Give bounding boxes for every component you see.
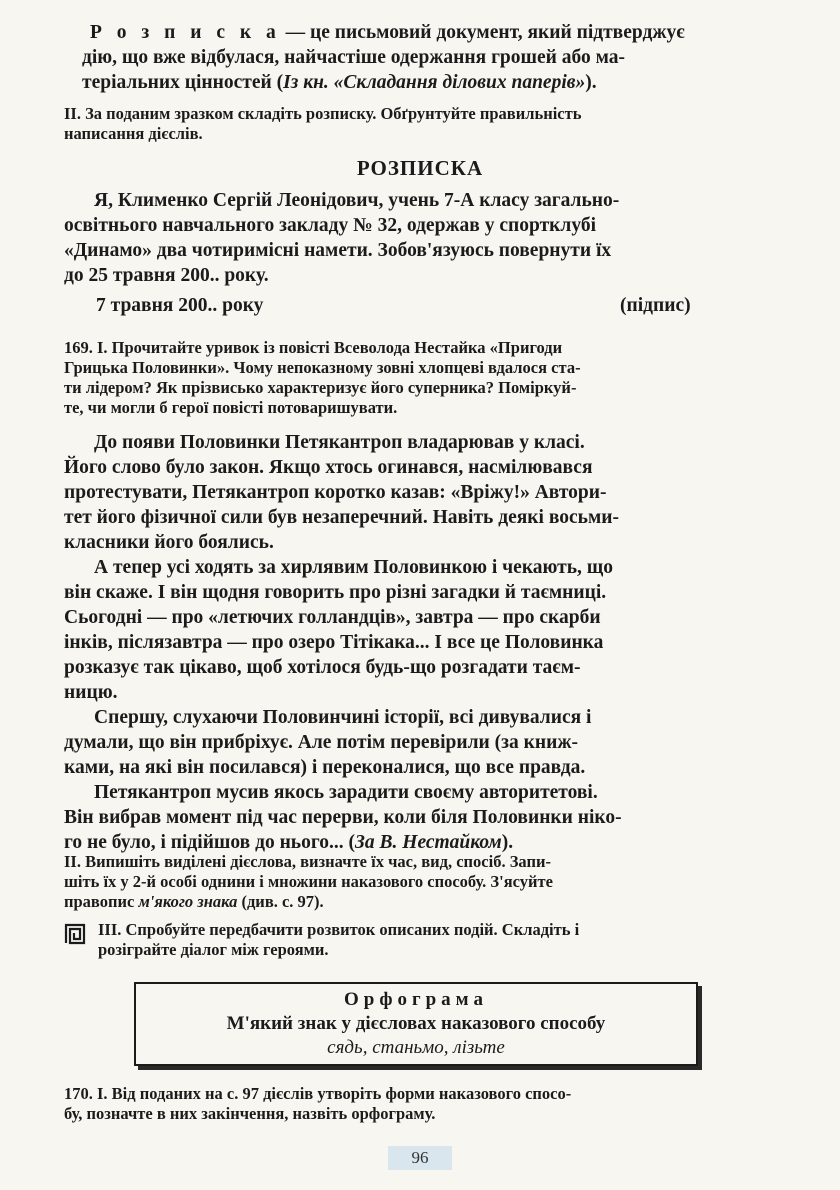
exercise-170-line-1: І. Від поданих на с. 97 дієслів утворіть форми наказового спосо- xyxy=(92,1084,572,1103)
story-p2-line-1: А тепер усі ходять за хирлявим Половинкою і чекають, що xyxy=(94,557,614,578)
exercise-number-170: 170. xyxy=(64,1084,93,1103)
highlighted-verb-1: боялись xyxy=(198,532,269,553)
exercise-169-task-iii xyxy=(98,920,774,960)
exercise-169-line-1: І. Прочитайте уривок із повісті Всеволода Нестайка «Пригоди xyxy=(92,338,563,357)
orthogram-box xyxy=(134,982,698,1066)
highlighted-verb-5: підійшов xyxy=(170,832,251,853)
story-p4-line-2: Він вибрав момент під час перерви, коли біля Половинки ніко- xyxy=(64,807,622,828)
task-169-iii-line-2: розіграйте діалог між героями. xyxy=(98,940,329,959)
story-p4-line-3: го не було, і підійшов до нього... (За В. Нестайком). xyxy=(64,832,514,853)
definition-line-3: теріальних цінностей (Із кн. «Складання ділових паперів»). xyxy=(82,72,597,93)
meander-icon xyxy=(64,923,86,945)
exercise-169-line-4: те, чи могли б герої повісті потоваришувати. xyxy=(64,398,398,417)
task-169-ii-line-3: правопис м'якого знака (див. с. 97). xyxy=(64,892,324,911)
story-p3-line-3: ками, на які він посилався) і переконалися, що все правда. xyxy=(64,757,586,778)
exercise-169-task xyxy=(64,338,774,418)
exercise-169-task-ii xyxy=(64,852,774,912)
story-p2-line-2: він скаже. І він щодня говорить про різні загадки й таємниці. xyxy=(64,582,607,603)
story-p3-line-2: думали, що він прибріхує. Але потім перевірили (за книж- xyxy=(64,732,578,753)
story-excerpt xyxy=(64,430,774,855)
definition-term: Р о з п и с к а xyxy=(90,22,281,43)
exercise-169-line-3: ти лідером? Як прізвисько характеризує його суперника? Поміркуй- xyxy=(64,378,577,397)
task-ii-line-2: написання дієслів. xyxy=(64,124,203,143)
exercise-number-169: 169. xyxy=(64,338,93,357)
orthogram-examples: сядь, станьмо, лізьте xyxy=(327,1037,505,1058)
story-p3-line-1: Спершу, слухаючи Половинчині історії, всі дивувалися і xyxy=(94,707,592,728)
story-p2-line-6: ницю. xyxy=(64,682,118,703)
exercise-170-task xyxy=(64,1084,774,1124)
story-p2-line-4: інків, післязавтра — про озеро Тітікака... І все це Половинка xyxy=(64,632,604,653)
receipt-body xyxy=(64,188,774,288)
definition-paragraph xyxy=(82,20,774,95)
receipt-line-2: освітнього навчального закладу № 32, одержав у спортклубі xyxy=(64,215,596,236)
task-ii xyxy=(64,104,774,144)
receipt-date: 7 травня 200.. року xyxy=(96,295,264,316)
story-p1-line-2: Його слово було закон. Якщо хтось огинався, насмілювався xyxy=(64,457,593,478)
story-p1-line-4: тет його фізичної сили був незаперечний. Навіть деякі восьми- xyxy=(64,507,619,528)
task-169-ii-line-1: II. Випишіть виділені дієслова, визначте їх час, вид, спосіб. Запи- xyxy=(64,852,551,871)
orthogram-heading: Орфограма xyxy=(344,989,488,1010)
story-source: За В. Нестайком xyxy=(354,832,502,853)
highlighted-verb-4: зарадити xyxy=(329,782,410,803)
soft-sign-term: м'якого знака xyxy=(138,892,238,911)
highlighted-verb-2: ходять xyxy=(194,557,254,578)
story-p4-line-1: Петякантроп мусив якось зарадити своєму авторитетові. xyxy=(94,782,598,803)
orthogram-rule: М'який знак у дієсловах наказового способу xyxy=(226,1013,606,1034)
receipt-title: РОЗПИСКА xyxy=(356,156,484,180)
story-p2-line-3: Сьогодні — про «летючих голландців», завтра — про скарби xyxy=(64,607,601,628)
receipt-line-3: «Динамо» два чотиримісні намети. Зобов'язуюсь повернути їх xyxy=(64,240,612,261)
receipt-signature: (підпис) xyxy=(620,295,691,316)
receipt-line-1: Я, Клименко Сергій Леонідович, учень 7-А класу загально- xyxy=(94,190,620,211)
receipt-line-4: до 25 травня 200.. року. xyxy=(64,265,269,286)
task-169-iii-line-1: III. Спробуйте передбачити розвиток описаних подій. Складіть і xyxy=(98,920,580,939)
story-p2-line-5: розказує так цікаво, щоб хотілося будь-що розгадати таєм- xyxy=(64,657,581,678)
definition-source: Із кн. «Складання ділових паперів» xyxy=(283,72,586,93)
page-number: 96 xyxy=(388,1146,452,1170)
highlighted-verb-3: говорить xyxy=(264,582,345,603)
story-p1-line-5: класники його боялись. xyxy=(64,532,274,553)
exercise-169-line-2: Грицька Половинки». Чому непоказному зовні хлопцеві вдалося ста- xyxy=(64,358,581,377)
definition-line-1: — це письмовий документ, який підтверджує xyxy=(280,22,685,43)
story-p1-line-1: До появи Половинки Петякантроп владарював у класі. xyxy=(94,432,585,453)
task-169-ii-line-2: шіть їх у 2-й особі однини і множини наказового способу. З'ясуйте xyxy=(64,872,553,891)
task-ii-line-1: II. За поданим зразком складіть розписку. Обґрунтуйте правильність xyxy=(64,104,582,123)
definition-line-2: дію, що вже відбулася, найчастіше одержання грошей або ма- xyxy=(82,47,626,68)
exercise-170-line-2: бу, позначте в них закінчення, назвіть орфограму. xyxy=(64,1104,436,1123)
story-p1-line-3: протестувати, Петякантроп коротко казав: «Вріжу!» Автори- xyxy=(64,482,607,503)
